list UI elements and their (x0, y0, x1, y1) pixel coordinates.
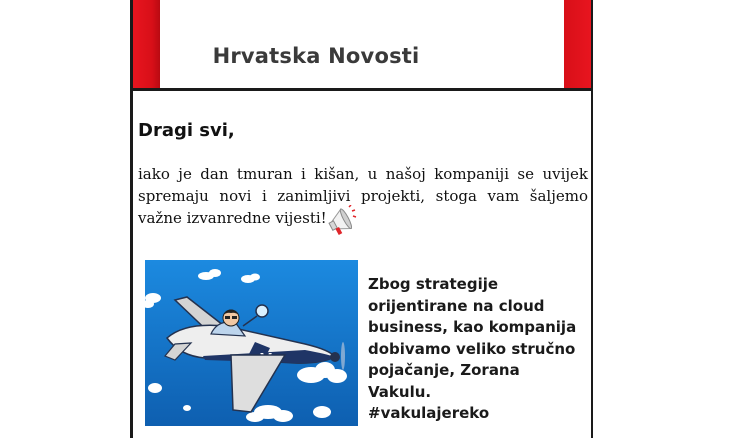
megaphone-icon (327, 205, 357, 239)
newsletter-title: Hrvatska Novosti (212, 44, 420, 68)
email-intro-paragraph: iako je dan tmuran i kišan, u našoj kompaniji se uvijek spremaju novi i zanimljivi projekti, stoga vam šaljemo važne izvanredne vijesti! (138, 165, 588, 227)
news-announcement (368, 274, 586, 425)
page-edge-right (591, 0, 593, 438)
header-red-bar-left (133, 0, 160, 88)
header-red-bar-right (564, 0, 591, 88)
airplane-illustration (145, 260, 358, 426)
news-announcement-text: Zbog strategije orijentirane na cloud business, kao kompanija dobivamo veliko stručno pojačanje, Zorana Vakulu. (368, 275, 577, 401)
hashtag: #vakulajereko (368, 404, 490, 422)
email-greeting: Dragi svi, (138, 120, 235, 141)
header-divider (133, 88, 591, 91)
